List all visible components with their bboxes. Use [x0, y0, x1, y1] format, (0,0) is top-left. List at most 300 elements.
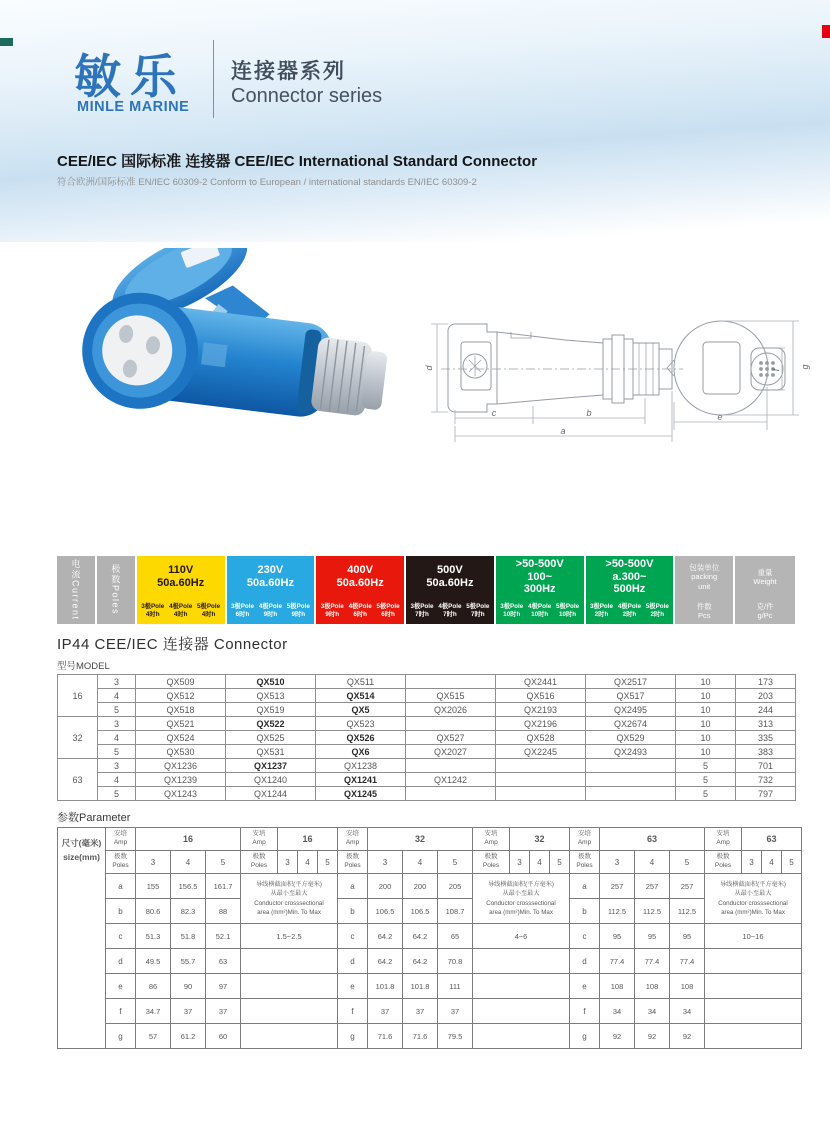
empty-cell [473, 1024, 570, 1049]
dim-letter-cell: g [570, 1024, 600, 1049]
dim-letter-cell: f [570, 999, 600, 1024]
conductor-area-cell [705, 874, 802, 924]
weight-cell: 732 [736, 773, 796, 787]
dim-value-cell: 95 [600, 924, 635, 949]
pole-count: 4极Pole [258, 602, 282, 610]
voltage-line: 50a.60Hz [426, 577, 474, 589]
pole-count-cell: 4 [530, 851, 550, 874]
pole-hour-cell [643, 598, 671, 624]
conductor-text-line: area (mm²)Min. To Max [721, 908, 785, 916]
poles-cell: 3 [98, 759, 136, 773]
model-cell: QX519 [226, 703, 316, 717]
conductor-text-line: 导线横截面积(平方毫米) [488, 880, 554, 888]
dim-value-cell: 57 [136, 1024, 171, 1049]
pole-hour-cell [436, 598, 464, 624]
pole-hour-row [227, 598, 315, 624]
pole-hour-cell [195, 598, 223, 624]
poles-label-line: 极数 [484, 853, 498, 861]
amp-label-line: Amp [577, 839, 592, 846]
size-label-cell [58, 828, 106, 1049]
dim-value-cell: 65 [438, 924, 473, 949]
dim-value-cell: 77.4 [670, 949, 705, 974]
poles-cell: 5 [98, 703, 136, 717]
hour-position: 9时h [263, 611, 278, 618]
dim-label-e: e [717, 412, 723, 422]
voltage-line: 500Hz [613, 583, 646, 596]
voltage-line: 50a.60Hz [246, 577, 294, 589]
amp-label-line: 安培 [716, 830, 730, 838]
weight-column-label [735, 556, 795, 598]
model-cell: QX1242 [406, 773, 496, 787]
amp-label-line: 安培 [114, 830, 127, 838]
dim-letter-cell: a [570, 874, 600, 899]
amp-label-line: Amp [252, 839, 266, 846]
model-cell: QX1244 [226, 787, 316, 801]
model-cell: QX1240 [226, 773, 316, 787]
voltage-line: 50a.60Hz [336, 577, 384, 589]
model-table-row [58, 703, 796, 717]
dim-value-cell: 205 [438, 874, 473, 899]
model-cell: QX2493 [586, 745, 676, 759]
dim-value-cell: 112.5 [600, 899, 635, 924]
amp-label-line: Amp [113, 839, 128, 846]
pole-count: 5极Pole [466, 602, 490, 610]
series-title-cn: 连接器系列 [231, 60, 346, 83]
model-cell [406, 759, 496, 773]
logo-chinese: 敏乐 [74, 50, 186, 103]
hour-position: 9时h [325, 611, 340, 618]
model-cell: QX2196 [496, 717, 586, 731]
dim-value-cell: 82.3 [171, 899, 206, 924]
dim-value-cell: 108 [670, 974, 705, 999]
dim-value-cell: 92 [670, 1024, 705, 1049]
param-data-row [58, 874, 802, 899]
model-table [57, 674, 796, 801]
dim-value-cell: 95 [670, 924, 705, 949]
model-cell: QX528 [496, 731, 586, 745]
model-cell: QX525 [226, 731, 316, 745]
empty-cell [241, 974, 338, 999]
conductor-range-cell: 4~6 [473, 924, 570, 949]
current-column-label: 电流Current [70, 559, 81, 621]
pole-count: 5极Pole [286, 602, 310, 610]
amp-value-cell: 63 [742, 828, 802, 851]
conductor-range-cell: 10~16 [705, 924, 802, 949]
hour-position: 4时h [145, 611, 160, 618]
model-cell: QX516 [496, 689, 586, 703]
dim-label-g: g [800, 364, 810, 370]
current-rating-cell: 63 [58, 759, 98, 801]
hour-position: 10时h [531, 611, 549, 618]
amp-label-line: 安培 [252, 830, 266, 838]
conductor-range-cell: 1.5~2.5 [241, 924, 338, 949]
pole-hour-cell [256, 598, 284, 624]
model-cell: QX517 [586, 689, 676, 703]
poles-label-line: 极数 [346, 853, 359, 861]
empty-cell [473, 974, 570, 999]
parameter-table [57, 827, 802, 1049]
pcs-cell: 10 [676, 745, 736, 759]
dim-value-cell: 37 [206, 999, 241, 1024]
pole-count: 3极Pole [500, 602, 524, 610]
dim-value-cell: 156.5 [171, 874, 206, 899]
weight-cell: 244 [736, 703, 796, 717]
model-cell: QX6 [316, 745, 406, 759]
dim-value-cell: 51.3 [136, 924, 171, 949]
voltage-column-2 [227, 556, 317, 624]
dim-value-cell: 61.2 [171, 1024, 206, 1049]
dim-label-b: b [586, 408, 592, 418]
poles-label-line: 极数 [252, 853, 266, 861]
unit-line: 克/件 [756, 601, 774, 611]
weight-cell: 335 [736, 731, 796, 745]
model-cell: QX1238 [316, 759, 406, 773]
hour-position: 7时h [415, 611, 429, 618]
model-cell: QX2441 [496, 675, 586, 689]
hour-position: 7时h [471, 611, 485, 618]
model-cell [406, 787, 496, 801]
dim-value-cell: 112.5 [670, 899, 705, 924]
pole-hour-cell [229, 598, 257, 624]
logo-english: MINLE MARINE [77, 99, 190, 115]
dim-value-cell: 64.2 [368, 924, 403, 949]
hour-position: 4时h [201, 611, 216, 618]
pole-count-cell: 5 [670, 851, 705, 874]
model-cell: QX2027 [406, 745, 496, 759]
dim-value-cell: 34 [600, 999, 635, 1024]
pole-count-cell: 4 [171, 851, 206, 874]
conductor-text-line: 导线横截面积(平方毫米) [256, 880, 322, 888]
page-subtitle: 符合欧洲/国际标准 EN/IEC 60309-2 Conform to European / international standards EN/IEC 60309-2 [57, 177, 477, 188]
pole-count-cell: 5 [206, 851, 241, 874]
voltage-label [227, 556, 315, 598]
poles-cell: 4 [98, 689, 136, 703]
packing-column [675, 556, 735, 624]
model-cell: QX2495 [586, 703, 676, 717]
print-mark-right [822, 25, 830, 38]
model-cell: QX1236 [136, 759, 226, 773]
voltage-line: 50a.60Hz [157, 577, 205, 589]
model-cell: QX2517 [586, 675, 676, 689]
empty-cell [705, 949, 802, 974]
voltage-column-1 [137, 556, 227, 624]
label-line: Weight [753, 577, 777, 586]
dim-value-cell: 37 [368, 999, 403, 1024]
pole-count: 3极Pole [410, 602, 434, 610]
poles-label-cell [473, 851, 510, 874]
weight-column [735, 556, 795, 624]
pole-hour-cell [318, 598, 346, 624]
model-cell: QX529 [586, 731, 676, 745]
model-cell [586, 773, 676, 787]
dim-letter-cell: b [570, 899, 600, 924]
voltage-line: 500V [437, 564, 463, 577]
dim-label-c: c [491, 408, 497, 418]
dim-value-cell: 101.8 [403, 974, 438, 999]
model-table-row [58, 745, 796, 759]
dim-letter-cell: b [338, 899, 368, 924]
pole-count-cell: 5 [318, 851, 338, 874]
model-cell: QX515 [406, 689, 496, 703]
model-cell: QX2193 [496, 703, 586, 717]
hour-position: 7时h [443, 611, 457, 618]
dim-letter-cell: a [338, 874, 368, 899]
unit-line: Pcs [697, 611, 711, 620]
pole-count: 5极Pole [556, 602, 580, 610]
pole-count-cell: 3 [600, 851, 635, 874]
dim-value-cell: 106.5 [403, 899, 438, 924]
dim-value-cell: 86 [136, 974, 171, 999]
dim-letter-cell: c [338, 924, 368, 949]
conductor-text-line: area (mm²)Min. To Max [257, 908, 321, 916]
pole-hour-cell [374, 598, 402, 624]
model-cell: QX531 [226, 745, 316, 759]
dim-value-cell: 97 [206, 974, 241, 999]
empty-cell [241, 949, 338, 974]
dim-value-cell: 77.4 [600, 949, 635, 974]
dim-value-cell: 90 [171, 974, 206, 999]
dim-value-cell: 63 [206, 949, 241, 974]
param-section-heading: 参数Parameter [57, 812, 131, 824]
model-table-row [58, 689, 796, 703]
poles-label-cell [106, 851, 136, 874]
pole-count: 3极Pole [589, 602, 614, 610]
model-table-row [58, 717, 796, 731]
hour-position: 4时h [173, 611, 188, 618]
dim-value-cell: 37 [403, 999, 438, 1024]
model-cell: QX1241 [316, 773, 406, 787]
model-cell: QX5 [316, 703, 406, 717]
param-poles-row [58, 851, 802, 874]
voltage-line: >50-500V [605, 558, 654, 571]
dim-letter-cell: c [106, 924, 136, 949]
current-column [57, 556, 97, 624]
dim-value-cell: 101.8 [368, 974, 403, 999]
poles-label-cell [570, 851, 600, 874]
dim-value-cell: 88 [206, 899, 241, 924]
print-mark-left [0, 38, 13, 46]
model-cell: QX1243 [136, 787, 226, 801]
empty-cell [241, 1024, 338, 1049]
dim-value-cell: 77.4 [635, 949, 670, 974]
dim-label-d: d [424, 365, 434, 371]
pole-count: 3极Pole [320, 602, 344, 610]
empty-cell [473, 999, 570, 1024]
dim-value-cell: 49.5 [136, 949, 171, 974]
voltage-line: 300Hz [523, 583, 556, 596]
amp-value-cell: 16 [136, 828, 241, 851]
poles-label-line: Poles [482, 862, 500, 869]
model-cell: QX1245 [316, 787, 406, 801]
dim-value-cell: 80.6 [136, 899, 171, 924]
model-cell: QX523 [316, 717, 406, 731]
pole-count: 4极Pole [169, 602, 193, 610]
poles-label-cell [705, 851, 742, 874]
weight-cell: 383 [736, 745, 796, 759]
model-cell: QX518 [136, 703, 226, 717]
model-table-row [58, 675, 796, 689]
size-label-line: 尺寸(毫米) [61, 838, 102, 848]
voltage-label [316, 556, 404, 598]
pole-hour-cell [346, 598, 374, 624]
pole-hour-cell [588, 598, 616, 624]
dim-letter-cell: a [106, 874, 136, 899]
pole-count-cell: 3 [278, 851, 298, 874]
dim-letter-cell: g [106, 1024, 136, 1049]
dim-value-cell: 52.1 [206, 924, 241, 949]
current-rating-cell: 16 [58, 675, 98, 717]
weight-cell: 313 [736, 717, 796, 731]
dim-value-cell: 92 [600, 1024, 635, 1049]
size-label-line: size(mm) [63, 851, 100, 862]
header-divider [213, 40, 214, 118]
model-cell: QX509 [136, 675, 226, 689]
dim-value-cell: 108 [635, 974, 670, 999]
pole-count-cell: 3 [510, 851, 530, 874]
conductor-text-line: 从最小至最大 [734, 890, 772, 898]
dim-value-cell: 70.8 [438, 949, 473, 974]
voltage-line: 110V [168, 564, 194, 577]
pcs-cell: 10 [676, 717, 736, 731]
poles-label-line: Poles [714, 862, 732, 869]
series-title-en: Connector series [231, 85, 383, 107]
model-cell [406, 717, 496, 731]
conductor-text-line: Conductor crosssectional [486, 899, 556, 907]
amp-label-cell [338, 828, 368, 851]
voltage-spec-band [57, 556, 795, 624]
poles-label-cell [241, 851, 278, 874]
poles-cell: 5 [98, 745, 136, 759]
param-data-row [58, 899, 802, 924]
dimension-drawing [415, 290, 810, 448]
voltage-column-3 [316, 556, 406, 624]
poles-cell: 3 [98, 717, 136, 731]
dim-value-cell: 112.5 [635, 899, 670, 924]
param-data-row [58, 924, 802, 949]
conductor-text-line: area (mm²)Min. To Max [489, 908, 553, 916]
amp-label-cell [473, 828, 510, 851]
model-cell [586, 759, 676, 773]
pole-hour-row [586, 598, 674, 624]
voltage-line: 400V [347, 564, 373, 577]
voltage-label [496, 556, 584, 598]
model-table-row [58, 787, 796, 801]
pole-count: 4极Pole [438, 602, 462, 610]
pole-count: 4极Pole [348, 602, 372, 610]
hour-position: 6时h [235, 611, 250, 618]
empty-cell [241, 999, 338, 1024]
model-cell [496, 759, 586, 773]
dim-value-cell: 71.6 [368, 1024, 403, 1049]
amp-label-line: 安培 [484, 830, 498, 838]
pole-count: 3极Pole [141, 602, 165, 610]
weight-cell: 203 [736, 689, 796, 703]
dim-letter-cell: f [106, 999, 136, 1024]
voltage-column-6 [586, 556, 676, 624]
pole-count-cell: 3 [742, 851, 762, 874]
dim-value-cell: 64.2 [403, 949, 438, 974]
model-cell: QX1239 [136, 773, 226, 787]
model-cell: QX524 [136, 731, 226, 745]
pole-count-cell: 5 [438, 851, 473, 874]
dim-value-cell: 155 [136, 874, 171, 899]
dim-letter-cell: d [338, 949, 368, 974]
page-title: CEE/IEC 国际标准 连接器 CEE/IEC International Standard Connector [57, 153, 538, 170]
dim-value-cell: 161.7 [206, 874, 241, 899]
connector-photo-illustration [52, 248, 414, 456]
voltage-column-5 [496, 556, 586, 624]
pole-count-cell: 3 [368, 851, 403, 874]
param-data-row [58, 974, 802, 999]
voltage-line: 230V [257, 564, 284, 577]
conductor-area-cell [241, 874, 338, 924]
unit-line: g/Pc [757, 611, 773, 620]
pole-count-cell: 3 [136, 851, 171, 874]
dim-value-cell: 108.7 [438, 899, 473, 924]
voltage-label [586, 556, 674, 598]
conductor-text-line: 从最小至最大 [502, 890, 540, 898]
hour-position: 2时h [650, 611, 665, 618]
label-line: 包装单位 [689, 562, 720, 572]
packing-column-unit [675, 598, 733, 624]
conductor-text-line: 导线横截面积(平方毫米) [720, 880, 786, 888]
pole-count: 5极Pole [197, 602, 221, 610]
dim-value-cell: 257 [670, 874, 705, 899]
dim-value-cell: 106.5 [368, 899, 403, 924]
pcs-cell: 5 [676, 773, 736, 787]
pcs-cell: 5 [676, 787, 736, 801]
dim-value-cell: 257 [600, 874, 635, 899]
pole-count: 3极Pole [230, 602, 255, 610]
current-rating-cell: 32 [58, 717, 98, 759]
pole-hour-cell [408, 598, 436, 624]
poles-label-line: Poles [250, 862, 268, 869]
amp-label-line: Amp [345, 839, 360, 846]
pcs-cell: 10 [676, 703, 736, 717]
amp-label-line: Amp [716, 839, 730, 846]
pole-hour-row [316, 598, 404, 624]
conductor-text-line: 从最小至最大 [270, 890, 308, 898]
weight-column-unit [735, 598, 795, 624]
dim-value-cell: 108 [600, 974, 635, 999]
hour-position: 10时h [559, 611, 577, 618]
model-cell: QX514 [316, 689, 406, 703]
pcs-cell: 10 [676, 689, 736, 703]
pole-count-cell: 4 [298, 851, 318, 874]
model-table-row [58, 773, 796, 787]
amp-value-cell: 32 [510, 828, 570, 851]
dim-letter-cell: e [338, 974, 368, 999]
empty-cell [705, 1024, 802, 1049]
label-line: unit [698, 581, 711, 591]
dim-value-cell: 51.8 [171, 924, 206, 949]
dim-letter-cell: c [570, 924, 600, 949]
hour-position: 2时h [594, 611, 609, 618]
pole-hour-cell [139, 598, 167, 624]
amp-label-cell [241, 828, 278, 851]
model-cell: QX511 [316, 675, 406, 689]
dim-letter-cell: b [106, 899, 136, 924]
amp-value-cell: 63 [600, 828, 705, 851]
conductor-area-cell [473, 874, 570, 924]
dim-value-cell: 64.2 [403, 924, 438, 949]
empty-cell [705, 974, 802, 999]
model-cell: QX2674 [586, 717, 676, 731]
model-cell: QX522 [226, 717, 316, 731]
model-cell: QX2245 [496, 745, 586, 759]
dim-value-cell: 95 [635, 924, 670, 949]
voltage-line: >50-500V [515, 558, 564, 571]
